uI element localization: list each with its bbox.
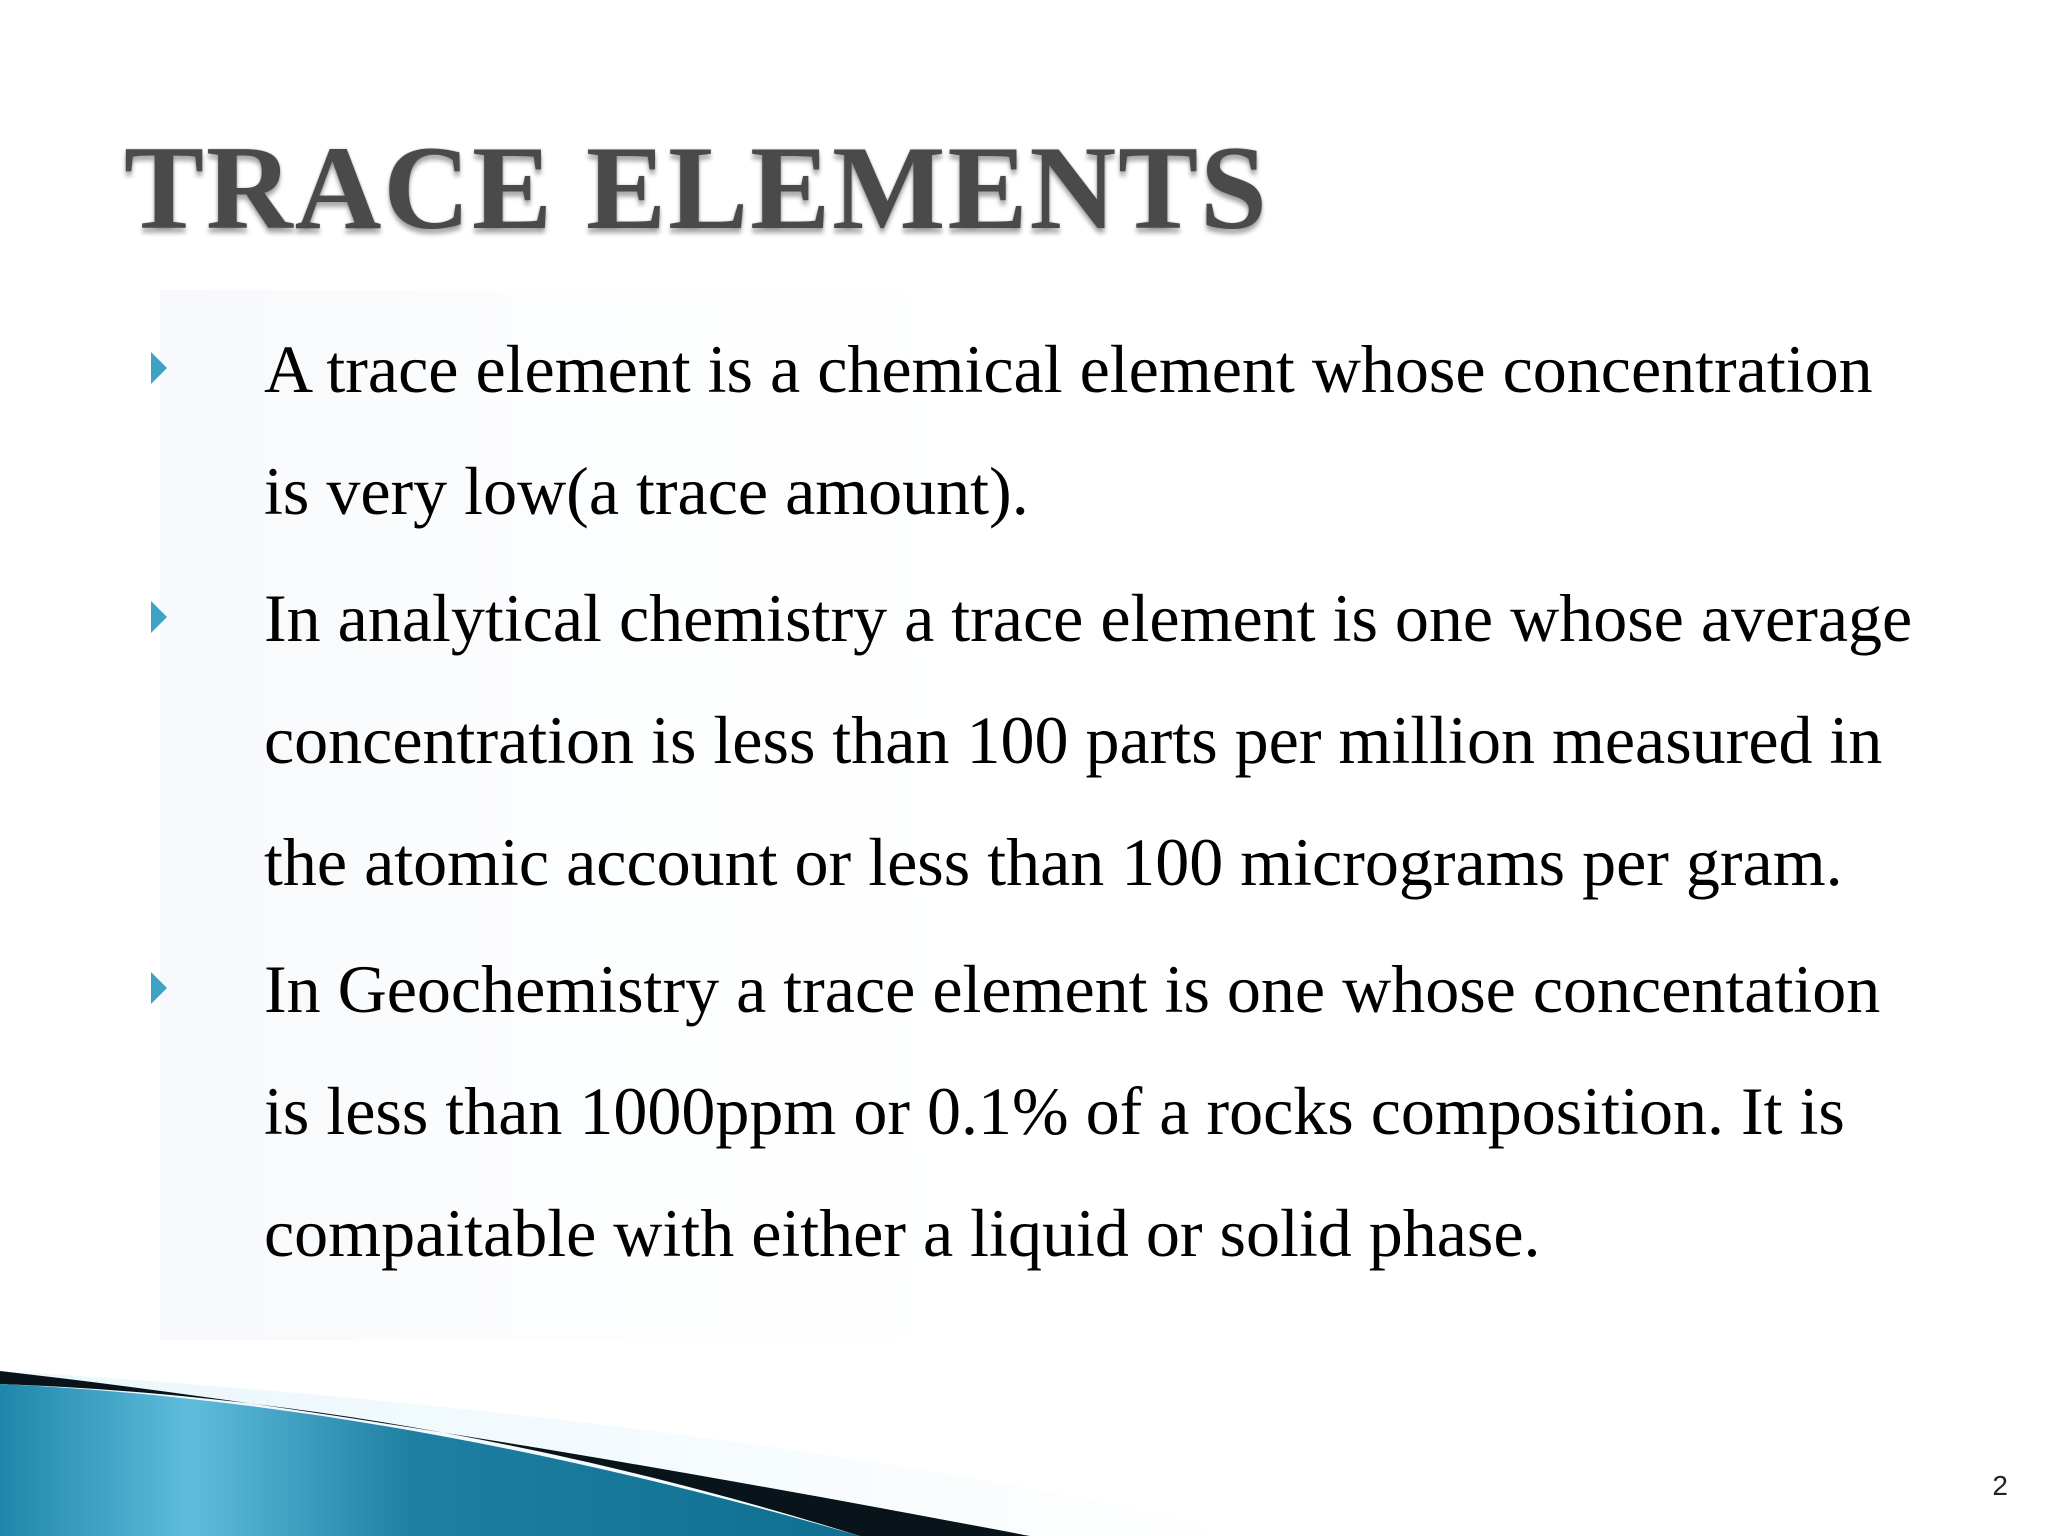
bullet-text-line: A trace element is a chemical element whose concentration — [264, 331, 1873, 407]
triangle-right-icon — [151, 972, 167, 1004]
bullet-text-line: In Geochemistry a trace element is one whose concentation — [264, 951, 1881, 1027]
bullet-text-line: In analytical chemistry a trace element is one whose average — [264, 580, 1913, 656]
slide-title: TRACE ELEMENTS — [124, 121, 1269, 254]
bullet-item-analytical-chemistry — [0, 557, 2048, 923]
page-number: 2 — [1992, 1470, 2008, 1501]
bullet-text-line: concentration is less than 100 parts per million measured in — [264, 702, 1883, 778]
triangle-right-icon — [151, 352, 167, 384]
bullet-text-line: is very low(a trace amount). — [264, 453, 1029, 529]
decorative-wave — [0, 1276, 2048, 1536]
bullet-text-line: the atomic account or less than 100 micrograms per gram. — [264, 824, 1843, 900]
bullet-text-line: is less than 1000ppm or 0.1% of a rocks composition. It is — [264, 1073, 1845, 1149]
triangle-right-icon — [151, 601, 167, 633]
bullet-item-geochemistry — [0, 928, 2048, 1294]
bullet-list — [0, 308, 2048, 1299]
bullet-item-definition — [0, 308, 2048, 552]
bullet-text-line: compaitable with either a liquid or solid phase. — [264, 1195, 1541, 1271]
